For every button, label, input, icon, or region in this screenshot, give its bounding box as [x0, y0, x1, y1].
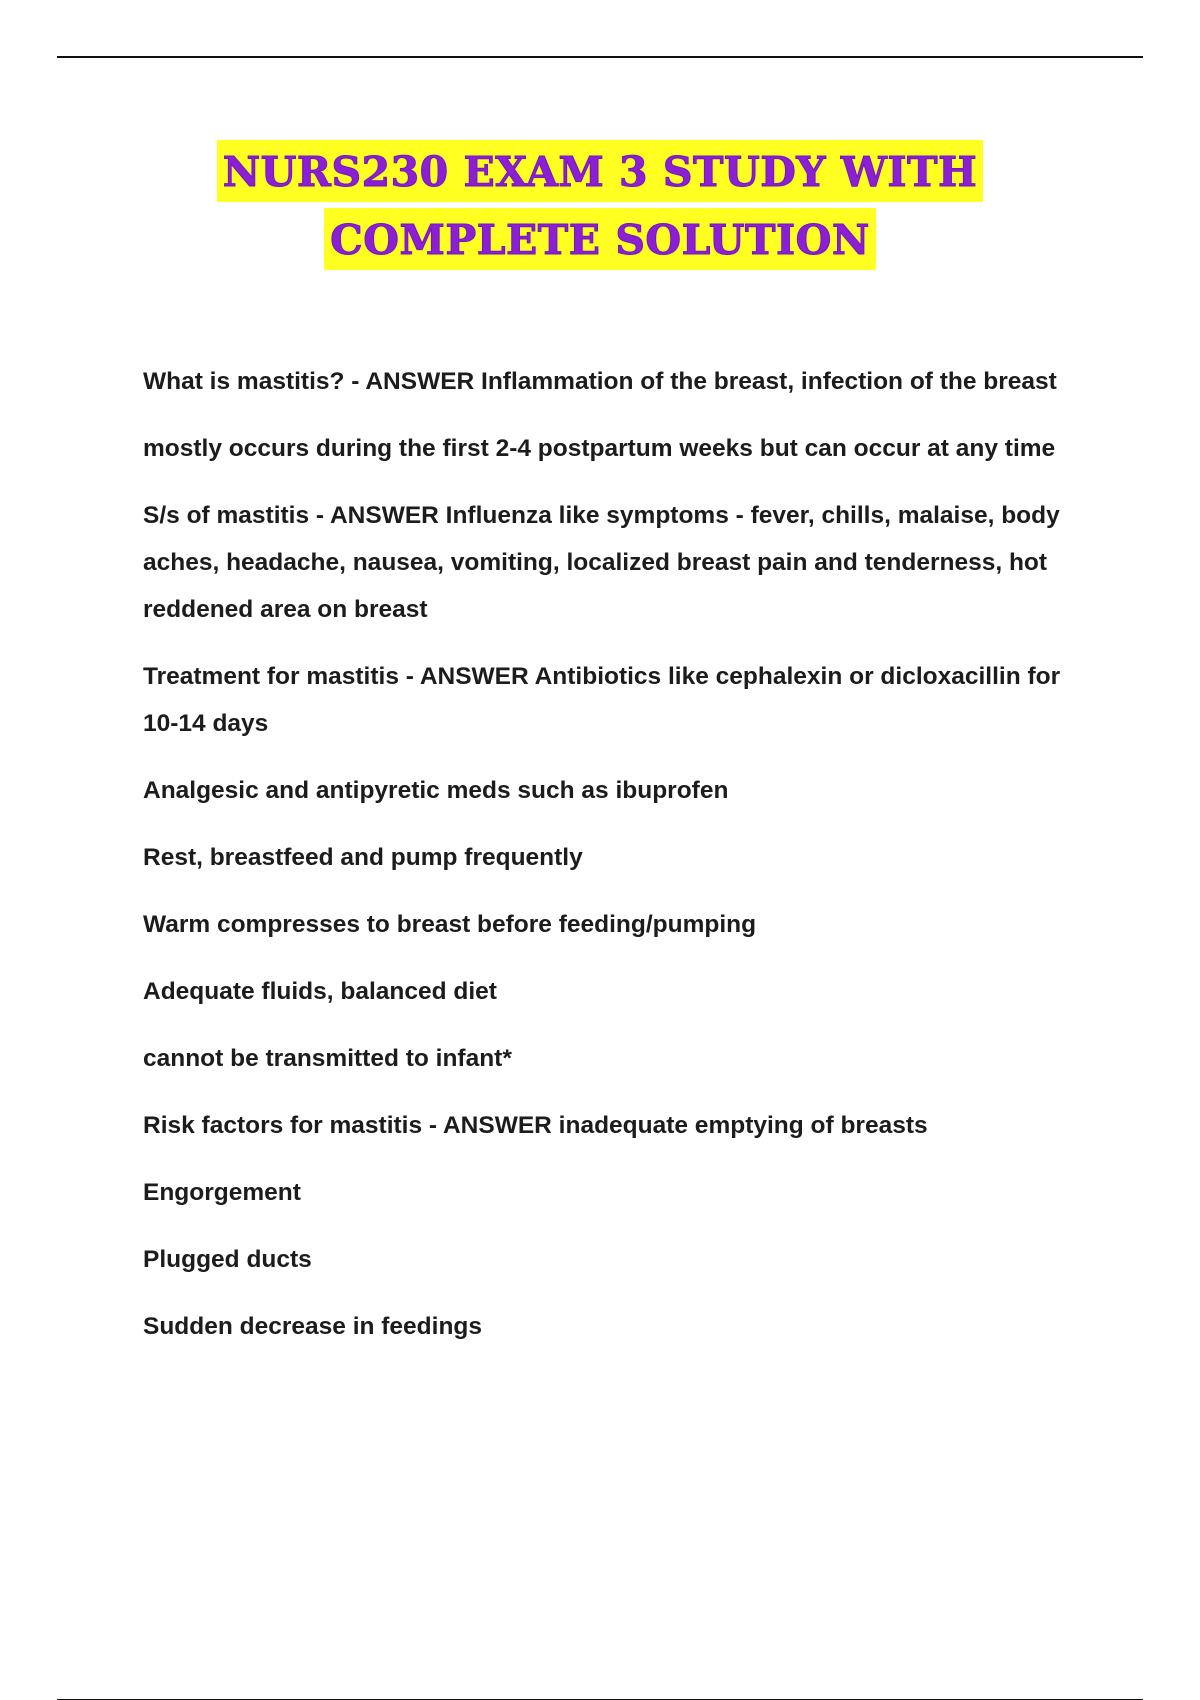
top-rule: [57, 56, 1143, 58]
paragraph-not-transmitted: cannot be transmitted to infant*: [143, 1045, 512, 1072]
paragraph-mastitis-definition: What is mastitis? - ANSWER Inflammation of the breast, infection of the breast: [143, 368, 1057, 395]
paragraph-warm-compresses: Warm compresses to breast before feeding/pumping: [143, 911, 757, 938]
paragraph-fluids: Adequate fluids, balanced diet: [143, 978, 497, 1005]
paragraph-analgesics: Analgesic and antipyretic meds such as ibuprofen: [143, 777, 729, 804]
paragraph-mastitis-treatment: Treatment for mastitis - ANSWER Antibiotics like cephalexin or dicloxacillin for 10-14 days: [143, 663, 1061, 737]
paragraph-engorgement: Engorgement: [143, 1179, 301, 1206]
paragraph-decrease-feedings: Sudden decrease in feedings: [143, 1313, 483, 1340]
paragraph-mastitis-onset: mostly occurs during the first 2-4 postpartum weeks but can occur at any time: [143, 435, 1056, 462]
document-body: [143, 358, 1078, 1370]
paragraph-rest: Rest, breastfeed and pump frequently: [143, 844, 583, 871]
paragraph-plugged-ducts: Plugged ducts: [143, 1246, 312, 1273]
paragraph-risk-factors: Risk factors for mastitis - ANSWER inadequate emptying of breasts: [143, 1112, 928, 1139]
title-line-2: COMPLETE SOLUTION: [324, 208, 876, 270]
paragraph-mastitis-symptoms: S/s of mastitis - ANSWER Influenza like symptoms - fever, chills, malaise, body aches, headache, nausea, vomiting, localized breast pain and tenderness, hot reddened area on breast: [143, 502, 1060, 623]
page-title: [0, 140, 1200, 270]
title-line-1: NURS230 EXAM 3 STUDY WITH: [217, 140, 984, 202]
